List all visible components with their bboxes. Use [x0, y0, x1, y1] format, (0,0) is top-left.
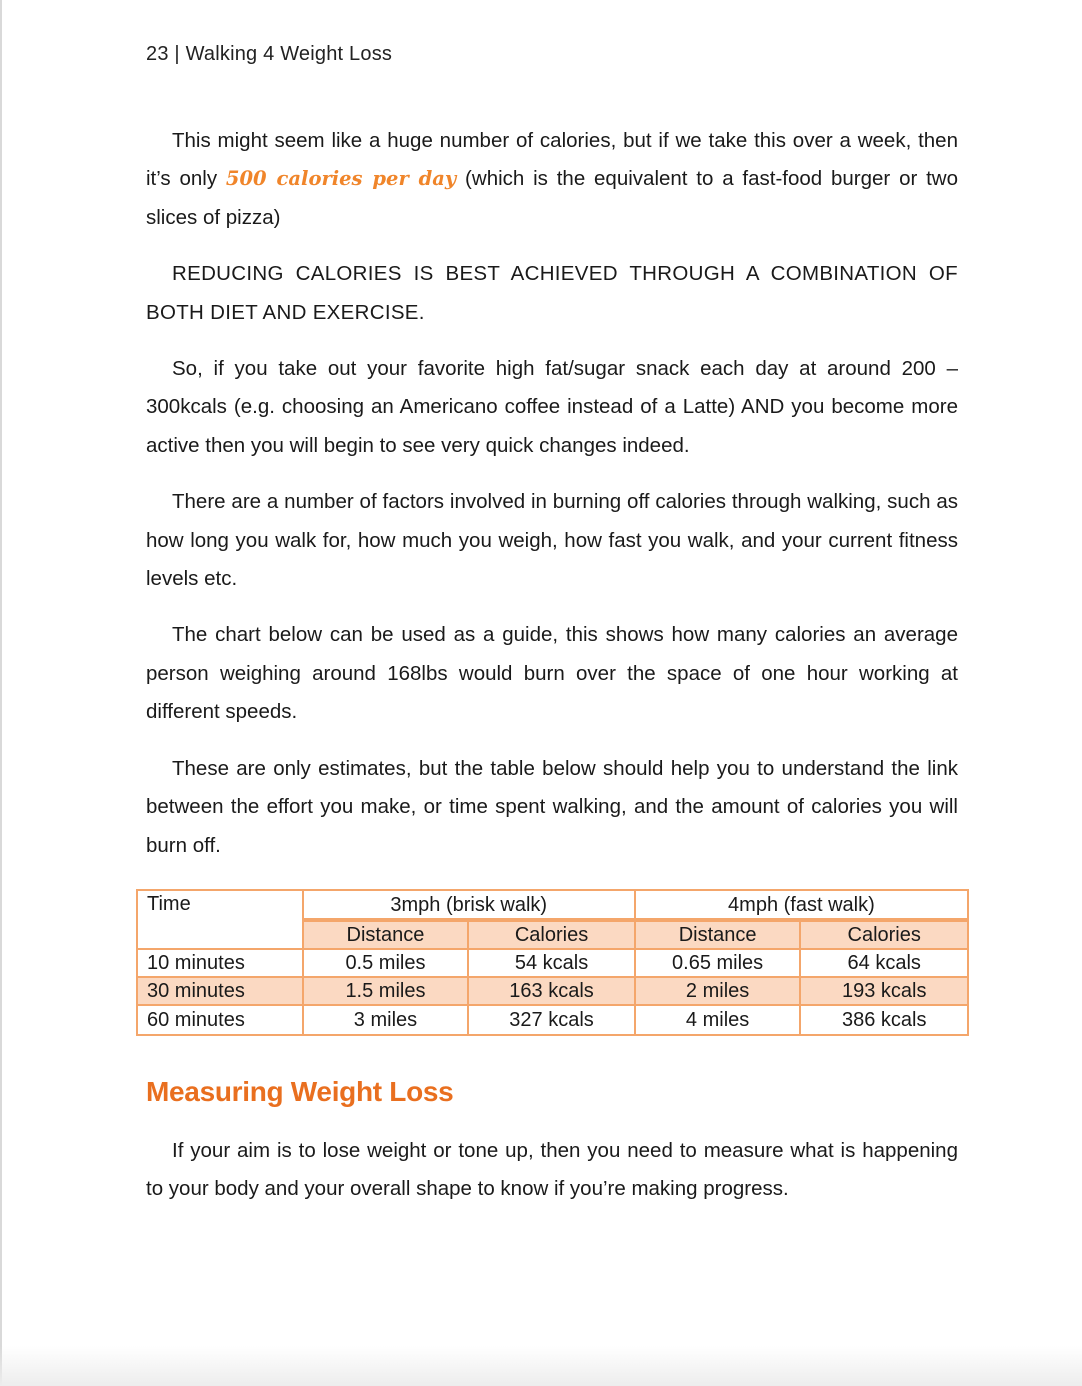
paragraph-chart-guide: The chart below can be used as a guide, this shows how many calories an average person weighing around 168lbs would burn over the space of one hour working at different speeds.: [146, 623, 958, 724]
brisk-walk-header: 3mph (brisk walk): [303, 890, 635, 920]
header-separator: |: [174, 43, 180, 65]
distance-cell: 3 miles: [303, 1005, 469, 1035]
calories-cell: 327 kcals: [468, 1005, 635, 1035]
highlight-calories-per-day: 500 calories per day: [225, 167, 457, 191]
calories-header: Calories: [800, 920, 968, 949]
page-bottom-edge: [0, 1346, 1082, 1386]
calories-cell: 386 kcals: [800, 1005, 968, 1035]
paragraph-snack-tip: So, if you take out your favorite high fat/sugar snack each day at around 200 – 300kcals (e.g. choosing an Americano coffee instead of a Latte) AND you become more active then you will begin to see very quick changes indeed.: [146, 357, 958, 457]
time-cell: 30 minutes: [137, 977, 303, 1005]
paragraph-factors: There are a number of factors involved in burning off calories through walking, such as how long you walk for, how much you weigh, how fast you walk, and your current fitness levels etc.: [146, 490, 958, 591]
calories-cell: 54 kcals: [468, 949, 635, 977]
distance-cell: 1.5 miles: [303, 977, 469, 1005]
paragraph-measure-progress: If your aim is to lose weight or tone up, then you need to measure what is happening to your body and your overall shape to know if you’re making progress.: [146, 1139, 958, 1201]
time-header: Time: [137, 890, 303, 949]
paragraph-text: This might seem like a huge number of calories, but if we take this over a week, then it’s only: [146, 129, 958, 191]
paragraph-diet-and-exercise: REDUCING CALORIES IS BEST ACHIEVED THROUGH A COMBINATION OF BOTH DIET AND EXERCISE.: [146, 262, 958, 324]
time-cell: 60 minutes: [137, 1005, 303, 1035]
paragraph-calories-per-day: [146, 122, 958, 237]
body-text: [146, 122, 958, 883]
book-title: Walking 4 Weight Loss: [185, 43, 393, 65]
page-number: 23: [146, 43, 169, 65]
table-row: [137, 1005, 968, 1035]
table-row: [137, 949, 968, 977]
paragraph-estimates: These are only estimates, but the table below should help you to understand the link between the effort you make, or time spent walking, and the amount of calories you will burn off.: [146, 756, 958, 857]
calories-header: Calories: [468, 920, 635, 949]
section-body: [146, 1132, 958, 1227]
page-header: [146, 43, 392, 66]
calories-table: [136, 889, 969, 1036]
distance-cell: 0.5 miles: [303, 949, 469, 977]
table-row: [137, 977, 968, 1005]
paragraph-text: (which is the equivalent to a fast-food burger or two slices of pizza): [146, 167, 959, 229]
distance-header: Distance: [635, 920, 801, 949]
calories-cell: 193 kcals: [800, 977, 968, 1005]
calories-cell: 64 kcals: [800, 949, 968, 977]
distance-cell: 4 miles: [635, 1005, 801, 1035]
page-edge: [0, 0, 2, 1386]
table-header-row: [137, 890, 968, 920]
time-cell: 10 minutes: [137, 949, 303, 977]
section-heading: Measuring Weight Loss: [146, 1076, 454, 1107]
fast-walk-header: 4mph (fast walk): [635, 890, 968, 920]
calories-cell: 163 kcals: [468, 977, 635, 1005]
distance-cell: 0.65 miles: [635, 949, 801, 977]
distance-cell: 2 miles: [635, 977, 801, 1005]
distance-header: Distance: [303, 920, 469, 949]
